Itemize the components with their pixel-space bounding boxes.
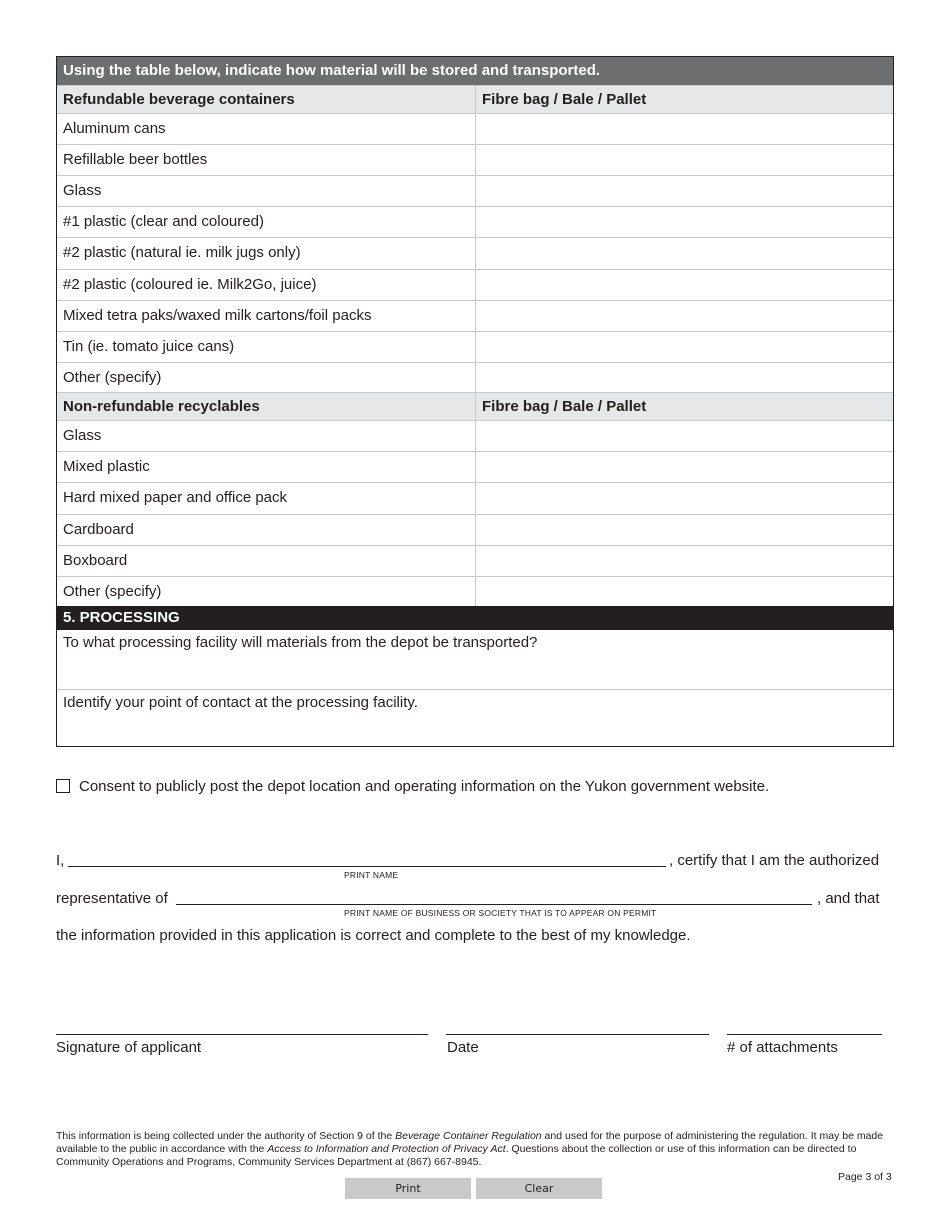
material-label: Refillable beer bottles (63, 151, 208, 168)
non-refundable-header-label: Non-refundable recyclables (63, 398, 260, 415)
storage-form-box (56, 56, 894, 747)
table-row (57, 144, 893, 175)
material-label: Glass (63, 182, 102, 199)
business-name-line[interactable] (176, 904, 812, 905)
material-label: Mixed plastic (63, 458, 150, 475)
storage-method-field[interactable] (482, 270, 887, 299)
privacy-text-2: and used for the purpose of administering the regulation. It may be made available to the public in accordance with the (56, 1130, 884, 1155)
material-label: Glass (63, 427, 102, 444)
table-row (57, 451, 893, 482)
cert-representative-of: representative of (56, 890, 168, 907)
non-refundable-header-row (57, 392, 893, 420)
table-row (57, 237, 893, 268)
print-name-caption: PRINT NAME (344, 870, 399, 880)
privacy-notice (56, 1130, 896, 1169)
refundable-header-method: Fibre bag / Bale / Pallet (482, 91, 647, 108)
processing-contact-question: Identify your point of contact at the processing facility. (63, 694, 418, 711)
refundable-header-row (57, 85, 893, 113)
material-label: Hard mixed paper and office pack (63, 489, 288, 506)
material-label: Aluminum cans (63, 120, 166, 137)
storage-method-field[interactable] (482, 483, 887, 512)
consent-label: Consent to publicly post the depot location and operating information on the Yukon government website. (79, 778, 770, 795)
table-row (57, 545, 893, 576)
material-label: Mixed tetra paks/waxed milk cartons/foil packs (63, 307, 372, 324)
storage-method-field[interactable] (482, 577, 887, 606)
table-row (57, 482, 893, 513)
table-row (57, 113, 893, 144)
non-refundable-header-method: Fibre bag / Bale / Pallet (482, 398, 647, 415)
storage-method-field[interactable] (482, 515, 887, 544)
table-row (57, 269, 893, 300)
privacy-text-1: This information is being collected under the authority of Section 9 of the (56, 1130, 396, 1142)
regulation-name: Beverage Container Regulation (395, 1130, 542, 1142)
storage-method-field[interactable] (482, 145, 887, 174)
material-label: Boxboard (63, 552, 128, 569)
storage-method-field[interactable] (482, 452, 887, 481)
storage-method-field[interactable] (482, 238, 887, 267)
cert-after-name: , certify that I am the authorized (669, 852, 880, 869)
processing-facility-question: To what processing facility will materials from the depot be transported? (63, 634, 538, 651)
storage-method-field[interactable] (482, 421, 887, 450)
processing-section-heading: 5. PROCESSING (57, 606, 893, 630)
privacy-text-3: . Questions about the collection or use of this information can be directed to Community Operations and Programs, Community Services Department at (867) 667-8945. (56, 1143, 857, 1168)
material-label: Tin (ie. tomato juice cans) (63, 338, 235, 355)
table-row (57, 206, 893, 237)
table-row (57, 362, 893, 392)
table-row (57, 514, 893, 545)
act-name: Access to Information and Protection of Privacy Act (267, 1143, 506, 1155)
print-button[interactable]: Print (345, 1178, 471, 1199)
signature-label: Signature of applicant (56, 1039, 202, 1056)
storage-method-field[interactable] (482, 301, 887, 330)
storage-method-field[interactable] (482, 114, 887, 143)
business-name-caption: PRINT NAME OF BUSINESS OR SOCIETY THAT IS TO APPEAR ON PERMIT (344, 908, 657, 918)
material-label: #2 plastic (natural ie. milk jugs only) (63, 244, 301, 261)
material-label: Cardboard (63, 521, 134, 538)
cert-and-that: , and that (817, 890, 880, 907)
cert-prefix: I, (56, 852, 65, 869)
attachments-label: # of attachments (727, 1039, 838, 1056)
attachments-line[interactable] (727, 1034, 882, 1035)
consent-checkbox[interactable] (56, 779, 70, 793)
storage-method-field[interactable] (482, 332, 887, 361)
date-line[interactable] (446, 1034, 709, 1035)
storage-method-field[interactable] (482, 176, 887, 205)
table-row (57, 576, 893, 606)
storage-method-field[interactable] (482, 546, 887, 575)
material-label: Other (specify) (63, 583, 162, 600)
refundable-header-label: Refundable beverage containers (63, 91, 295, 108)
material-label: #1 plastic (clear and coloured) (63, 213, 264, 230)
processing-contact-field[interactable] (57, 689, 893, 746)
processing-facility-field[interactable] (57, 630, 893, 690)
print-name-line[interactable] (68, 866, 666, 867)
signature-line[interactable] (56, 1034, 428, 1035)
page-number: Page 3 of 3 (838, 1171, 892, 1183)
table-row (57, 420, 893, 451)
table-row (57, 175, 893, 206)
table-row (57, 331, 893, 362)
material-label: #2 plastic (coloured ie. Milk2Go, juice) (63, 276, 317, 293)
storage-method-field[interactable] (482, 363, 887, 392)
material-label: Other (specify) (63, 369, 162, 386)
clear-button[interactable]: Clear (476, 1178, 602, 1199)
date-label: Date (447, 1039, 479, 1056)
cert-statement: the information provided in this application is correct and complete to the best of my knowledge. (56, 927, 691, 944)
storage-method-field[interactable] (482, 207, 887, 236)
table-row (57, 300, 893, 331)
table-title: Using the table below, indicate how material will be stored and transported. (57, 57, 893, 85)
